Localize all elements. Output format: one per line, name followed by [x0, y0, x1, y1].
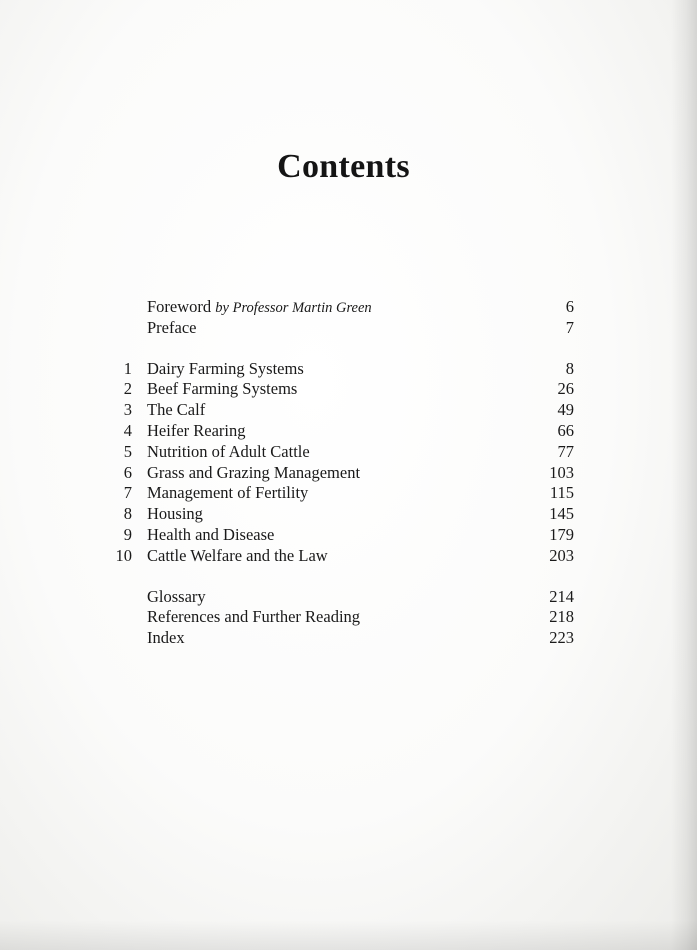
toc-entry-label: Glossary [147, 586, 206, 606]
page-bottom-shadow [0, 920, 697, 950]
toc-entry-page: 218 [549, 607, 574, 627]
toc-entry-index [108, 628, 578, 649]
toc-chapter-4 [108, 421, 578, 442]
toc-chapter-7 [108, 483, 578, 504]
toc-entry-glossary [108, 587, 578, 608]
chapter-page: 145 [549, 504, 574, 524]
chapter-page: 26 [557, 379, 574, 399]
toc-chapter-3 [108, 400, 578, 421]
chapter-number: 3 [123, 400, 132, 420]
chapter-title: Grass and Grazing Management [147, 462, 361, 482]
chapter-title: Heifer Rearing [147, 420, 246, 440]
page-title: Contents [277, 148, 410, 185]
chapter-title: Health and Disease [147, 524, 275, 544]
page-edge-shadow [671, 0, 697, 950]
chapter-number: 9 [123, 524, 132, 544]
section-gap [108, 339, 578, 359]
toc-entry-references [108, 607, 578, 628]
toc-chapter-9 [108, 525, 578, 546]
toc-entry-label: Index [147, 628, 185, 648]
chapter-title: Beef Farming Systems [147, 379, 298, 399]
toc-entry-label: Foreword [147, 297, 212, 316]
chapter-title: Dairy Farming Systems [147, 358, 304, 378]
chapter-number: 1 [123, 358, 132, 378]
chapter-number: 10 [115, 545, 132, 565]
chapter-number: 5 [123, 441, 132, 461]
chapter-title: The Calf [147, 400, 206, 420]
chapter-title: Cattle Welfare and the Law [147, 545, 328, 565]
toc-entry-page: 6 [565, 297, 574, 316]
chapter-number: 4 [123, 420, 132, 440]
chapter-number: 6 [123, 462, 132, 482]
chapter-page: 66 [557, 420, 574, 440]
toc-chapter-1 [108, 359, 578, 380]
toc-entry-page: 214 [549, 586, 574, 606]
toc-entry-label: References and Further Reading [147, 607, 361, 627]
chapter-page: 203 [549, 545, 574, 565]
chapter-number: 2 [123, 379, 132, 399]
section-gap [108, 567, 578, 587]
toc-chapter-6 [108, 463, 578, 484]
toc-chapter-10 [108, 546, 578, 567]
toc-entry-byline: by Professor Martin Green [215, 300, 372, 316]
chapter-page: 8 [565, 358, 574, 378]
toc-entry-label: Preface [147, 317, 197, 337]
toc-chapter-5 [108, 442, 578, 463]
chapter-page: 77 [557, 441, 574, 461]
toc-chapter-8 [108, 504, 578, 525]
chapter-title: Management of Fertility [147, 483, 309, 503]
chapter-number: 8 [123, 504, 132, 524]
chapter-page: 103 [549, 462, 574, 482]
chapter-title: Housing [147, 504, 203, 524]
toc-entry-page: 223 [549, 628, 574, 648]
chapter-page: 179 [549, 524, 574, 544]
toc-entry-preface [108, 318, 578, 339]
chapter-page: 49 [557, 400, 574, 420]
toc-entry-page: 7 [565, 317, 574, 337]
toc-entry-foreword [108, 297, 578, 318]
toc-chapter-2 [108, 379, 578, 400]
chapter-title: Nutrition of Adult Cattle [147, 441, 310, 461]
table-of-contents [108, 297, 578, 649]
chapter-page: 115 [549, 483, 574, 503]
chapter-number: 7 [123, 483, 132, 503]
